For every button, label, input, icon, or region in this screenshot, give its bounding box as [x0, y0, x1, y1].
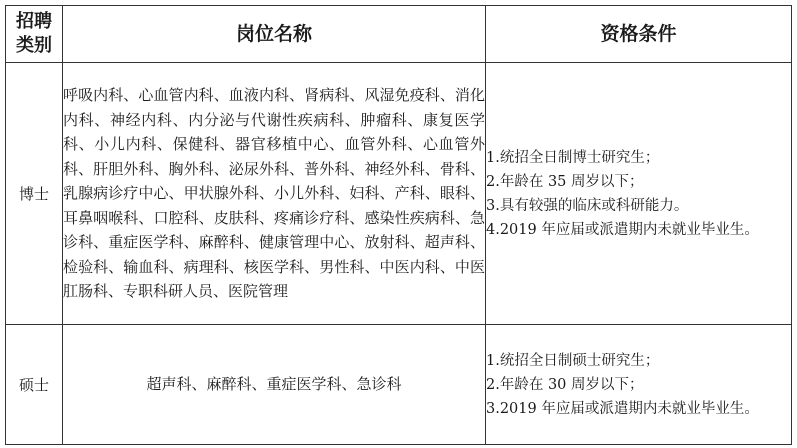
- table-row: [6, 63, 792, 325]
- table-row: [6, 325, 792, 445]
- requirement-item: 3.具有较强的临床或科研能力。: [486, 197, 689, 214]
- requirements-cell: [486, 325, 792, 445]
- header-position: 岗位名称: [63, 6, 486, 63]
- requirements-cell: [486, 63, 792, 325]
- category-cell: 博士: [6, 63, 63, 325]
- positions-cell: 呼吸内科、心血管内科、血液内科、肾病科、风湿免疫科、消化内科、神经内科、内分泌与代谢性疾病科、肿瘤科、康复医学科、小儿内科、保健科、器官移植中心、血管外科、心血管外科、肝胆外科、胸外科、泌尿外科、普外科、神经外科、骨科、乳腺病诊疗中心、甲状腺外科、小儿外科、妇科、产科、眼科、耳鼻咽喉科、口腔科、皮肤科、疼痛诊疗科、感染性疾病科、急诊科、重症医学科、麻醉科、健康管理中心、放射科、超声科、检验科、输血科、病理科、核医学科、男性科、中医内科、中医肛肠科、专职科研人员、医院管理: [63, 63, 486, 325]
- header-category-line1: 招聘: [16, 11, 52, 32]
- requirement-item: 2.年龄在 30 周岁以下；: [486, 376, 644, 393]
- requirement-item: 1.统招全日制硕士研究生；: [486, 352, 660, 369]
- header-category: [6, 6, 63, 63]
- header-requirements: 资格条件: [486, 6, 792, 63]
- positions-cell: 超声科、麻醉科、重症医学科、急诊科: [63, 325, 486, 445]
- category-cell: 硕士: [6, 325, 63, 445]
- header-row: [6, 6, 792, 63]
- requirement-item: 4.2019 年应届或派遣期内未就业毕业生。: [486, 221, 759, 238]
- requirement-item: 2.年龄在 35 周岁以下；: [486, 173, 644, 190]
- requirement-item: 3.2019 年应届或派遣期内未就业毕业生。: [486, 400, 759, 417]
- requirement-item: 1.统招全日制博士研究生；: [486, 149, 660, 166]
- recruitment-table: [5, 5, 792, 445]
- header-category-line2: 类别: [16, 35, 52, 56]
